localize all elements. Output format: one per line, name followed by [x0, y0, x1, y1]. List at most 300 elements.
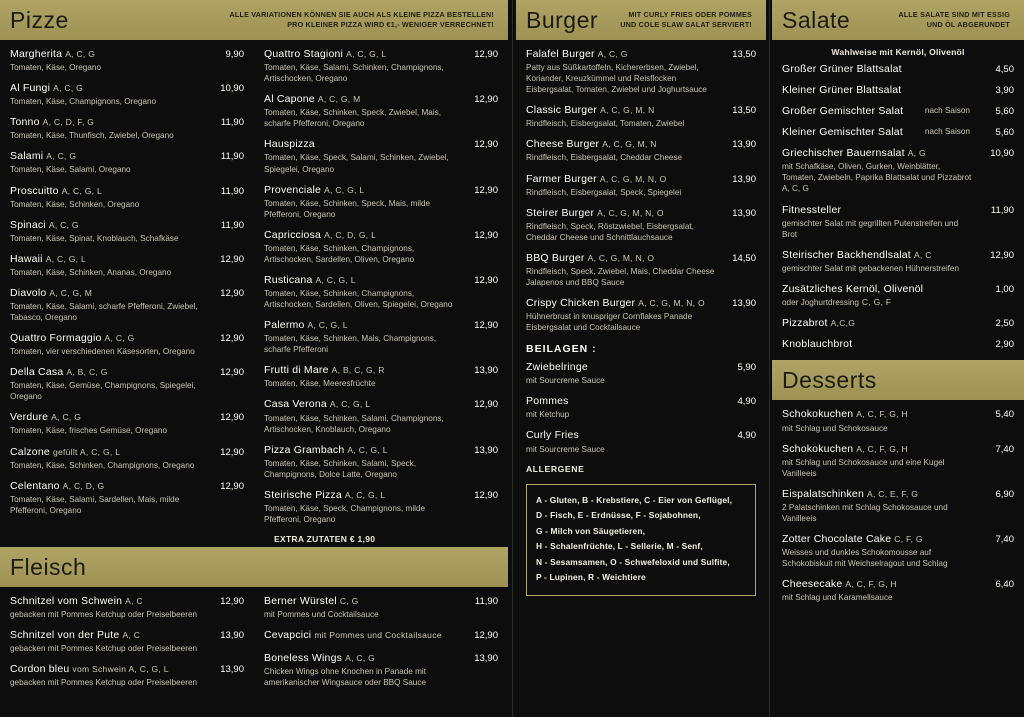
item-name: Kleiner Gemischter Salat [782, 126, 903, 139]
item-description: Weisses und dunkles Schokomousse auf Schokobiskuit mit Weichselragout und Schlag [782, 548, 948, 569]
item-price: 13,90 [474, 444, 498, 456]
pizze-right-column [254, 40, 508, 544]
item-price: 13,90 [732, 207, 756, 219]
list-item[interactable] [264, 398, 498, 434]
list-item[interactable] [526, 297, 756, 333]
fleisch-header [0, 547, 508, 587]
item-name: Classic Burger [526, 104, 598, 117]
item-price: 12,90 [474, 320, 498, 332]
item-allergens: C, F, G [894, 533, 923, 544]
item-description: Patty aus Süßkartoffeln, Kichererbsen, Zwiebel, Koriander, Kreuzkümmel und Reisflocken Eisbergsalat, Tomaten, Zwiebel und Joghurtsauce [526, 63, 707, 95]
burger-note-line2: UND COLE SLAW SALAT SERVIERT! [620, 20, 752, 29]
item-description: Tomaten, Käse, Gemüse, Champignons, Spiegelei, Oregano [10, 381, 196, 402]
item-allergens: A, C, G, M, N, O [597, 207, 664, 218]
item-price: 6,90 [995, 488, 1014, 500]
item-name: Diavolo [10, 286, 47, 299]
item-description: Tomaten, Käse, Salami, Oregano [10, 165, 131, 175]
item-price: 12,90 [474, 139, 498, 151]
list-item[interactable] [526, 207, 756, 243]
item-name: Pommes [526, 395, 569, 408]
item-allergens: A, C, G, L [307, 320, 348, 331]
allergene-line: G - Milch von Säugetieren, [536, 525, 646, 536]
item-description: mit Schlag und Schokosauce und eine Kugel Vanilleeis [782, 457, 945, 478]
pizze-columns [0, 40, 508, 544]
salate-subnote: Wahlweise mit Kernöl, Olivenöl [831, 47, 965, 57]
allergene-line: N - Sesamsamen, O - Schwefeloxid und Sulfite, [536, 556, 730, 567]
list-item[interactable] [264, 364, 498, 389]
item-description: gebacken mit Pommes Ketchup oder Preiselbeeren [10, 610, 198, 620]
pizze-header-note [230, 10, 499, 29]
item-allergens: A, C [122, 630, 141, 641]
item-description: Tomaten, Käse, Spinat, Knoblauch, Schafkäse [10, 233, 179, 243]
list-item[interactable] [526, 361, 756, 386]
item-description: mit Pommes und Cocktailsauce [264, 610, 379, 620]
item-price: 12,90 [220, 367, 244, 379]
item-price: 13,90 [732, 173, 756, 185]
item-price: 12,90 [220, 446, 244, 458]
list-item[interactable] [526, 252, 756, 288]
list-item[interactable] [782, 338, 1014, 350]
item-price: 4,90 [737, 396, 756, 408]
list-item[interactable] [782, 578, 1014, 603]
item-description: Tomaten, Käse, Schinken, Speck, Mais, milde Pfefferoni, Oregano [264, 198, 431, 219]
item-name: Schokokuchen [782, 442, 854, 455]
list-item[interactable] [782, 488, 1014, 524]
list-item[interactable] [10, 253, 244, 278]
list-item[interactable] [264, 93, 498, 129]
item-price: 11,90 [220, 151, 244, 163]
item-price: 13,50 [732, 105, 756, 117]
item-name: Schnitzel von der Pute [10, 629, 120, 642]
item-description: 2 Palatschinken mit Schlag Schokosauce und Vanilleeis [782, 502, 948, 523]
item-description: mit Schlag und Schokosauce [782, 423, 888, 433]
item-price: 5,60 [995, 127, 1014, 139]
item-description: Tomaten, Käse, Schinken, Salami, Speck, Champignons, Dolce Latte, Oregano [264, 458, 416, 479]
item-name: Calzone [10, 445, 50, 458]
section-salate [772, 0, 1024, 717]
fleisch-right-list [254, 587, 508, 688]
item-price: 11,90 [990, 204, 1014, 216]
item-description: gebacken mit Pommes Ketchup oder Preiselbeeren [10, 644, 198, 654]
item-season-note: nach Saison [924, 127, 970, 137]
item-description: Rindfleisch, Eisbergsalat, Cheddar Cheese [526, 153, 683, 163]
item-name: Pizza Grambach [264, 443, 345, 456]
item-allergens: A, C, F, G, H [845, 579, 897, 590]
list-item[interactable] [10, 332, 244, 357]
list-item[interactable] [10, 366, 244, 402]
item-allergens: A, C, G [345, 653, 376, 664]
list-item[interactable] [526, 104, 756, 129]
item-price: 12,90 [220, 333, 244, 345]
list-item[interactable] [782, 105, 1014, 117]
item-name: BBQ Burger [526, 251, 585, 264]
item-name: Zusätzliches Kernöl, Olivenöl [782, 282, 924, 295]
item-description: mit Schlag und Karamellsauce [782, 593, 893, 603]
item-name: Zotter Chocolate Cake [782, 532, 892, 545]
item-name: Cevapcici [264, 629, 312, 642]
item-name: Boneless Wings [264, 652, 343, 665]
item-name: Steirischer Backhendlsalat [782, 248, 911, 261]
item-price: 11,90 [474, 596, 498, 607]
list-item[interactable] [264, 229, 498, 265]
item-description: gebacken mit Pommes Ketchup oder Preiselbeeren [10, 678, 198, 688]
item-price: 13,90 [474, 653, 498, 665]
item-allergens: A, C, G, M, N [602, 139, 657, 150]
list-item[interactable] [526, 429, 756, 454]
item-name: Quattro Stagioni [264, 48, 344, 60]
burger-header [516, 0, 766, 40]
section-burger [516, 0, 766, 717]
item-allergens: vom Schwein A, C, G, L [72, 664, 169, 675]
item-allergens: A, C, G [104, 333, 135, 344]
list-item[interactable] [10, 219, 244, 244]
item-price: 5,90 [737, 362, 756, 374]
list-item[interactable] [10, 150, 244, 175]
item-name: Cheesecake [782, 578, 843, 591]
item-name: Cordon bleu [10, 663, 70, 676]
salate-note-line1: ALLE SALATE SIND MIT ESSIG [898, 10, 1010, 20]
column-divider [512, 0, 513, 717]
list-item[interactable] [10, 411, 244, 436]
item-allergens: A, C, E, F, G [867, 488, 919, 499]
item-description: Tomaten, Käse, Salami, scharfe Pfefferoni, Zwiebel, Tabasco, Oregano [10, 301, 198, 322]
item-description: Tomaten, vier verschiedenen Käsesorten, Oregano [10, 347, 195, 357]
item-name: Steirer Burger [526, 206, 595, 219]
item-price: 12,90 [474, 630, 498, 642]
item-name: Kleiner Grüner Blattsalat [782, 84, 902, 97]
item-allergens: A, C, G, L [329, 399, 371, 410]
item-allergens: C, G [339, 596, 359, 606]
list-item[interactable] [782, 533, 1014, 569]
list-item[interactable] [264, 48, 498, 84]
item-name: Capricciosa [264, 228, 322, 241]
item-description: oder Joghurtdressing [782, 297, 859, 307]
item-allergens: A, C, G, L [346, 49, 387, 59]
item-price: 13,90 [732, 298, 756, 309]
item-price: 5,40 [995, 409, 1014, 421]
pizze-header [0, 0, 508, 40]
list-item[interactable] [264, 319, 498, 355]
item-description: Rindfleisch, Speck, Röstzwiebel, Eisbergsalat, Cheddar Cheese und Schnittlauchsauce [526, 221, 694, 242]
salate-note-line2: UND ÖL ABGERUNDET [926, 20, 1010, 29]
item-name: Verdure [10, 411, 49, 424]
item-name: Della Casa [10, 366, 64, 379]
fleisch-left-list [0, 587, 254, 688]
allergene-line: D - Fisch, E - Erdnüsse, F - Sojabohnen, [536, 510, 701, 521]
section-fleisch [0, 547, 508, 697]
item-name: Zwiebelringe [526, 361, 588, 374]
item-price: 7,40 [995, 533, 1014, 545]
pizze-extra-note: EXTRA ZUTATEN € 1,90 [274, 534, 376, 544]
item-name: Palermo [264, 319, 305, 332]
item-name: Casa Verona [264, 398, 327, 411]
item-name: Hauspizza [264, 138, 315, 151]
item-name: Falafel Burger [526, 48, 595, 60]
list-item[interactable] [10, 629, 244, 654]
list-item[interactable] [782, 249, 1014, 274]
item-description: Tomaten, Käse, frisches Gemüse, Oregano [10, 426, 168, 436]
item-allergens: A, C, G, L [315, 274, 356, 285]
item-name: Berner Würstel [264, 595, 337, 607]
item-name: Margherita [10, 48, 63, 60]
item-price: 14,50 [732, 252, 756, 264]
item-allergens: A, C, G [51, 412, 82, 423]
pizze-title: Pizze [10, 6, 69, 33]
allergene-line: P - Lupinen, R - Weichtiere [536, 572, 646, 583]
item-price: 9,90 [225, 49, 244, 60]
list-item[interactable] [10, 663, 244, 688]
item-allergens: A, C, G [48, 219, 79, 230]
item-name: Großer Grüner Blattsalat [782, 63, 902, 75]
salate-header [772, 0, 1024, 40]
item-price: 6,40 [995, 579, 1014, 591]
item-description: mit Sourcreme Sauce [526, 444, 605, 454]
item-name: Großer Gemischter Salat [782, 105, 904, 118]
section-pizze [0, 0, 508, 717]
list-item[interactable] [10, 82, 244, 107]
beilagen-title: BEILAGEN : [526, 343, 597, 356]
desserts-title: Desserts [782, 366, 877, 393]
desserts-list [772, 400, 1024, 603]
item-allergens: A,C,G [830, 318, 856, 329]
item-allergens: A, C, F, G, H [856, 443, 908, 454]
item-name: Griechischer Bauernsalat [782, 147, 905, 160]
item-description: Tomaten, Käse, Meeresfrüchte [264, 379, 376, 389]
item-price: 12,90 [474, 489, 498, 501]
item-price: 10,90 [990, 148, 1014, 160]
list-item[interactable] [782, 317, 1014, 329]
beilagen-list [516, 361, 766, 454]
item-price: 12,90 [220, 253, 244, 265]
item-description: Hühnerbrust in knuspriger Cornflakes Panade Eisbergsalat und Cocktailsauce [526, 312, 693, 333]
item-price: 11,90 [220, 219, 244, 231]
pizze-note-line1: ALLE VARIATIONEN KÖNNEN SIE AUCH ALS KLEINE PIZZA BESTELLEN! [229, 10, 494, 20]
item-allergens: A, C, G, L [344, 489, 386, 500]
item-price: 13,90 [220, 630, 244, 642]
item-price: 1,00 [995, 283, 1014, 295]
item-price: 12,90 [990, 249, 1014, 261]
item-price: 4,50 [995, 64, 1014, 75]
item-allergens: A, C, G, M, N, O [587, 252, 655, 263]
list-item[interactable] [782, 126, 1014, 138]
item-price: 12,90 [220, 480, 244, 492]
pizze-left-list [0, 40, 254, 516]
burger-note-line1: MIT CURLY FRIES ODER POMMES [628, 10, 752, 20]
item-price: 12,90 [474, 229, 498, 241]
item-price: 10,90 [220, 83, 244, 95]
item-description: Tomaten, Käse, Schinken, Champignons, Artischocken, Sardellen, Oliven, Spiegelei, Oregano [264, 289, 453, 310]
list-item[interactable] [264, 138, 498, 174]
item-name: Crispy Chicken Burger [526, 297, 636, 309]
item-description: Tomaten, Käse, Schinken, Oregano [10, 199, 140, 209]
item-price: 5,60 [995, 106, 1014, 118]
list-item[interactable] [782, 408, 1014, 433]
item-description: mit Sourcreme Sauce [526, 376, 605, 386]
item-allergens: A, C, G, M [49, 287, 93, 298]
item-description: Rindfleisch, Eisbergsalat, Speck, Spiegelei [526, 187, 682, 197]
item-name: Fitnessteller [782, 203, 842, 216]
salate-header-note [898, 10, 1014, 29]
list-item[interactable] [264, 184, 498, 220]
item-season-note: nach Saison [924, 106, 970, 116]
item-description: gemischter Salat mit gegrillten Putenstreifen und Brot [782, 218, 959, 239]
item-description: Rindfleisch, Eisbergsalat, Tomaten, Zwiebel [526, 119, 685, 129]
item-allergens: A, C, F, G, H [856, 409, 908, 420]
item-name: Cheese Burger [526, 138, 600, 151]
list-item[interactable] [526, 138, 756, 163]
item-price: 12,90 [474, 184, 498, 196]
item-description: mit Schafkäse, Oliven, Gurken, Weinblätter, Tomaten, Zwiebeln, Paprika Blattsalat und Pizzabrot A, C, G [782, 162, 972, 194]
item-description: Tomaten, Käse, Schinken, Mais, Champignons, scharfe Pfefferoni [264, 334, 437, 355]
item-name: Provenciale [264, 183, 322, 196]
burger-list [516, 40, 766, 333]
item-price: 2,50 [995, 318, 1014, 330]
item-description: Tomaten, Käse, Oregano [10, 63, 102, 73]
item-price: 11,90 [220, 117, 244, 129]
item-price: 3,90 [995, 85, 1014, 97]
pizze-left-column [0, 40, 254, 544]
item-name: Proscuitto [10, 184, 59, 197]
item-name: Tonno [10, 116, 40, 129]
item-description: gemischter Salat mit gebackenen Hühnerstreifen [782, 263, 960, 273]
item-name: Al Fungi [10, 82, 51, 95]
item-price: 12,90 [474, 49, 498, 60]
item-allergens: A, C, G [597, 49, 628, 59]
column-divider [769, 0, 770, 717]
item-allergens: mit Pommes und Cocktailsauce [314, 630, 442, 641]
item-allergens: A, C, D, F, G [42, 117, 95, 128]
item-name: Steirische Pizza [264, 488, 342, 501]
fleisch-columns [0, 587, 508, 697]
list-item[interactable] [782, 63, 1014, 75]
list-item[interactable] [264, 444, 498, 480]
allergene-title: ALLERGENE [526, 463, 585, 474]
list-item[interactable] [782, 84, 1014, 96]
item-allergens: A, G [907, 148, 926, 159]
list-item[interactable] [264, 652, 498, 688]
item-description: Tomaten, Käse, Thunfisch, Zwiebel, Oregano [10, 131, 174, 141]
burger-title: Burger [526, 6, 599, 33]
item-name: Knoblauchbrot [782, 338, 853, 351]
item-allergens: A, B, C, G, R [331, 365, 385, 376]
item-allergens: gefüllt A, C, G, L [52, 446, 121, 457]
item-price: 12,90 [220, 596, 244, 607]
item-allergens: A, C, D, G [62, 480, 105, 491]
item-price: 13,90 [474, 365, 498, 377]
item-price: 13,90 [732, 139, 756, 151]
item-allergens: A, C, G, M [317, 94, 361, 105]
list-item[interactable] [10, 446, 244, 471]
list-item[interactable] [264, 274, 498, 310]
item-description: Chicken Wings ohne Knochen in Panade mit amerikanischer Wingsauce oder BBQ Sauce [264, 667, 427, 688]
item-allergens: A, C [125, 596, 143, 606]
item-name: Rusticana [264, 273, 313, 286]
item-name: Curly Fries [526, 429, 579, 442]
item-allergens: A, C, G [53, 83, 84, 94]
item-description: Tomaten, Käse, Schinken, Champignons, Oregano [10, 460, 195, 470]
item-description: Tomaten, Käse, Schinken, Ananas, Oregano [10, 267, 172, 277]
pizze-note-line2: PRO KLEINER PIZZA WIRD €1,- WENIGER VERRECHNET! [287, 20, 494, 29]
list-item[interactable] [782, 283, 1014, 309]
item-price: 12,90 [474, 399, 498, 411]
list-item[interactable] [264, 595, 498, 620]
list-item[interactable] [526, 48, 756, 95]
item-allergens: A, C, G, L [324, 184, 365, 195]
salate-list [772, 61, 1024, 350]
list-item[interactable] [782, 147, 1014, 194]
list-item[interactable] [782, 204, 1014, 240]
item-description: Tomaten, Käse, Salami, Schinken, Champignons, Artischocken, Oregano [264, 63, 444, 84]
item-price: 7,40 [995, 443, 1014, 455]
item-allergens: A, C, D, G, L [324, 229, 377, 240]
item-price: 13,90 [220, 664, 244, 676]
desserts-header [772, 360, 1024, 400]
allergene-line: H - Schalenfrüchte, L - Sellerie, M - Senf, [536, 541, 703, 552]
item-description: Tomaten, Käse, Speck, Salami, Schinken, Zwiebel, Spiegelei, Oregano [264, 153, 449, 174]
fleisch-left-column [0, 587, 254, 697]
fleisch-title: Fleisch [10, 553, 87, 580]
item-price: 4,90 [737, 430, 756, 442]
item-name: Spinaci [10, 218, 46, 231]
item-price: 12,90 [220, 287, 244, 299]
item-allergens: A, C, G, M, N, O [638, 298, 705, 308]
item-price: 12,90 [474, 274, 498, 286]
list-item[interactable] [526, 173, 756, 198]
item-allergens: C, G, F [861, 296, 892, 307]
item-description: Tomaten, Käse, Schinken, Speck, Zwiebel, Mais, scharfe Pfefferoni, Oregano [264, 108, 442, 129]
allergene-box [526, 484, 756, 596]
list-item[interactable] [264, 629, 498, 643]
list-item[interactable] [782, 443, 1014, 479]
item-allergens: A, C, G, M, N, O [599, 173, 667, 184]
item-name: Hawaii [10, 252, 43, 265]
item-description: Tomaten, Käse, Schinken, Champignons, Artischocken, Sardellen, Oliven, Oregano [264, 243, 415, 264]
list-item[interactable] [526, 395, 756, 420]
item-price: 13,50 [732, 49, 756, 60]
item-name: Salami [10, 150, 44, 163]
list-item[interactable] [10, 595, 244, 620]
item-allergens: A, C, G, L [45, 253, 87, 264]
item-name: Frutti di Mare [264, 364, 329, 377]
list-item[interactable] [10, 48, 244, 73]
item-allergens: A, C, G, L [61, 185, 103, 196]
allergene-line: A - Gluten, B - Krebstiere, C - Eier von Geflügel, [536, 494, 733, 505]
item-description: Tomaten, Käse, Speck, Champignons, milde Pfefferoni, Oregano [264, 503, 426, 524]
item-allergens: A, C [913, 249, 932, 260]
item-price: 2,90 [995, 339, 1014, 351]
fleisch-right-column [254, 587, 508, 697]
list-item[interactable] [264, 489, 498, 525]
item-description: mit Ketchup [526, 410, 570, 420]
item-allergens: A, B, C, G [66, 367, 108, 378]
item-description: Tomaten, Käse, Champignons, Oregano [10, 97, 157, 107]
item-description: Tomaten, Käse, Salami, Sardellen, Mais, milde Pfefferoni, Oregano [10, 494, 180, 515]
list-item[interactable] [10, 287, 244, 323]
pizze-right-list [254, 40, 508, 544]
item-allergens: A, C, G [65, 49, 96, 59]
item-description: Rindfleisch, Speck, Zwiebel, Mais, Cheddar Cheese Jalapenos und BBQ Sauce [526, 266, 715, 287]
item-price: 12,90 [474, 94, 498, 106]
item-allergens: A, C, G, L [347, 444, 388, 455]
list-item[interactable] [10, 116, 244, 141]
item-description: Tomaten, Käse, Schinken, Salami, Champignons, Artischocken, Knoblauch, Oregano [264, 413, 444, 434]
list-item[interactable] [10, 185, 244, 210]
item-name: Eispalatschinken [782, 487, 864, 500]
item-name: Schnitzel vom Schwein [10, 595, 123, 607]
item-name: Schokokuchen [782, 408, 854, 421]
list-item[interactable] [10, 480, 244, 516]
item-price: 11,90 [220, 185, 244, 197]
